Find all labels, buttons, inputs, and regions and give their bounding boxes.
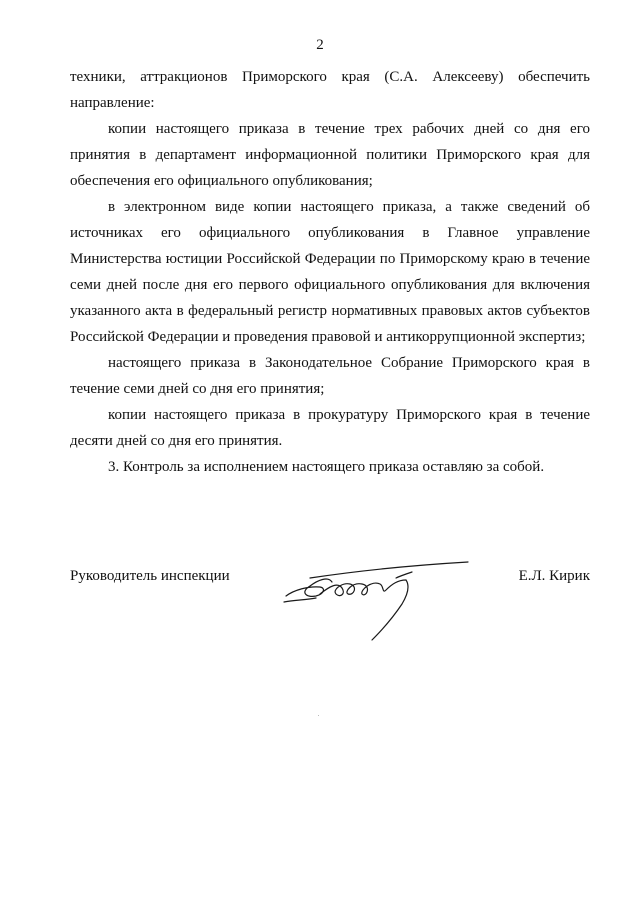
paragraph-item-ministry-justice: в электронном виде копии настоящего приказа, а также сведений об источниках его официального опубликования в Главное управление Министерства юстиции Российской Федерации по Приморскому краю в течение семи дней после дня его первого официального опубликования для включения указанного акта в федеральный регистр нормативных правовых актов субъектов Российской Федерации и проведения правовой и антикоррупционной экспертиз; — [70, 199, 590, 345]
handwritten-signature — [280, 556, 470, 646]
paragraph-item-legislative-assembly: настоящего приказа в Законодательное Собрание Приморского края в течение семи дней со дня его принятия; — [70, 355, 590, 397]
document-body — [70, 64, 590, 480]
signatory-position: Руководитель инспекции — [70, 568, 230, 584]
signatory-name: Е.Л. Кирик — [518, 568, 590, 584]
signature-block — [70, 556, 590, 656]
scan-artifact-dot — [318, 715, 319, 716]
paragraph-item-prosecutor: копии настоящего приказа в прокуратуру Приморского края в течение десяти дней со дня его принятия. — [70, 407, 590, 449]
paragraph-continuation: техники, аттракционов Приморского края (С.А. Алексееву) обеспечить направление: — [70, 69, 590, 111]
paragraph-control-clause: 3. Контроль за исполнением настоящего приказа оставляю за собой. — [108, 459, 545, 475]
page-number: 2 — [316, 37, 324, 53]
paragraph-item-department: копии настоящего приказа в течение трех рабочих дней со дня его принятия в департамент информационной политики Приморского края для обеспечения его официального опубликования; — [70, 121, 590, 189]
